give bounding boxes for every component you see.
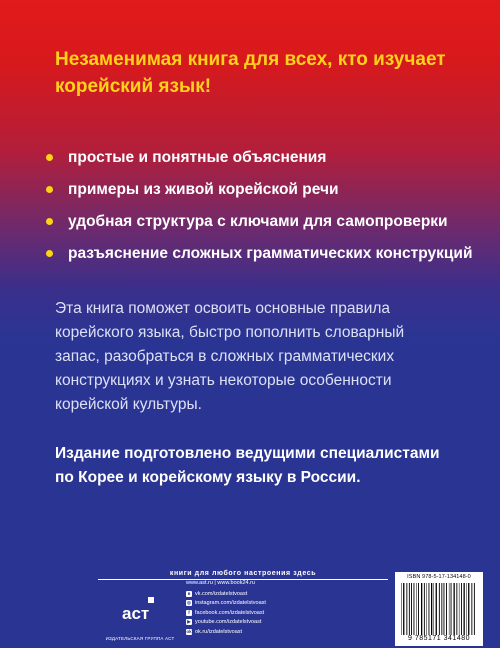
- social-link-text: facebook.com/izdatelstvoast: [195, 609, 265, 616]
- feature-item: [40, 146, 480, 169]
- bullet-dot-icon: [46, 218, 53, 225]
- youtube-icon: ▶: [187, 619, 191, 625]
- feature-item: [40, 242, 480, 265]
- publisher-tagline: книги для любого настроения здесь: [98, 570, 388, 580]
- social-link[interactable]: [186, 599, 266, 609]
- social-link[interactable]: [186, 618, 266, 628]
- social-link[interactable]: [186, 589, 266, 599]
- isbn-text: ISBN 978-5-17-134148-0: [407, 574, 471, 580]
- social-link-text: youtube.com/izdatelstvoast: [195, 619, 262, 626]
- ok-icon: ok: [186, 628, 192, 634]
- feature-item: [40, 210, 480, 233]
- bullet-dot-icon: [46, 250, 53, 257]
- facebook-icon: f: [186, 610, 192, 616]
- social-link-text: vk.com/izdatelstvoast: [195, 590, 248, 597]
- ast-logo-icon: [120, 593, 158, 627]
- barcode-panel: [395, 572, 483, 646]
- barcode-icon: [401, 583, 477, 635]
- headline: Незаменимая книга для всех, кто изучает корейский язык!: [55, 49, 446, 97]
- social-link-text: ok.ru/izdatelstvoast: [195, 628, 243, 635]
- logo-text: аст: [122, 604, 150, 623]
- feature-list: [40, 146, 480, 274]
- social-links: [186, 589, 266, 637]
- feature-text: разъяснение сложных грамматических конструкций: [68, 245, 473, 262]
- vk-icon: в: [187, 590, 191, 596]
- bullet-dot-icon: [46, 186, 53, 193]
- feature-text: примеры из живой корейской речи: [68, 181, 339, 198]
- barcode-number: 9 785171 341480: [408, 635, 470, 642]
- feature-text: простые и понятные объяснения: [68, 149, 327, 166]
- feature-text: удобная структура с ключами для самопроверки: [68, 213, 448, 230]
- social-link-text: instagram.com/izdatelstvoast: [195, 600, 266, 607]
- publisher-name: ИЗДАТЕЛЬСКАЯ ГРУППА АСТ: [105, 636, 175, 641]
- authors-statement: Издание подготовлено ведущими специалистами по Корее и корейскому языку в России.: [55, 445, 440, 486]
- website-links[interactable]: www.ast.ru | www.book24.ru: [186, 580, 255, 586]
- instagram-icon: ◎: [187, 600, 191, 606]
- feature-item: [40, 178, 480, 201]
- social-link[interactable]: [186, 627, 266, 637]
- description-paragraph: Эта книга поможет освоить основные правила корейского языка, быстро пополнить словарный запас, разобраться в сложных грамматических конструкциях и узнать некоторые особенности корейской культуры.: [55, 300, 405, 413]
- social-link[interactable]: [186, 608, 266, 618]
- bullet-dot-icon: [46, 154, 53, 161]
